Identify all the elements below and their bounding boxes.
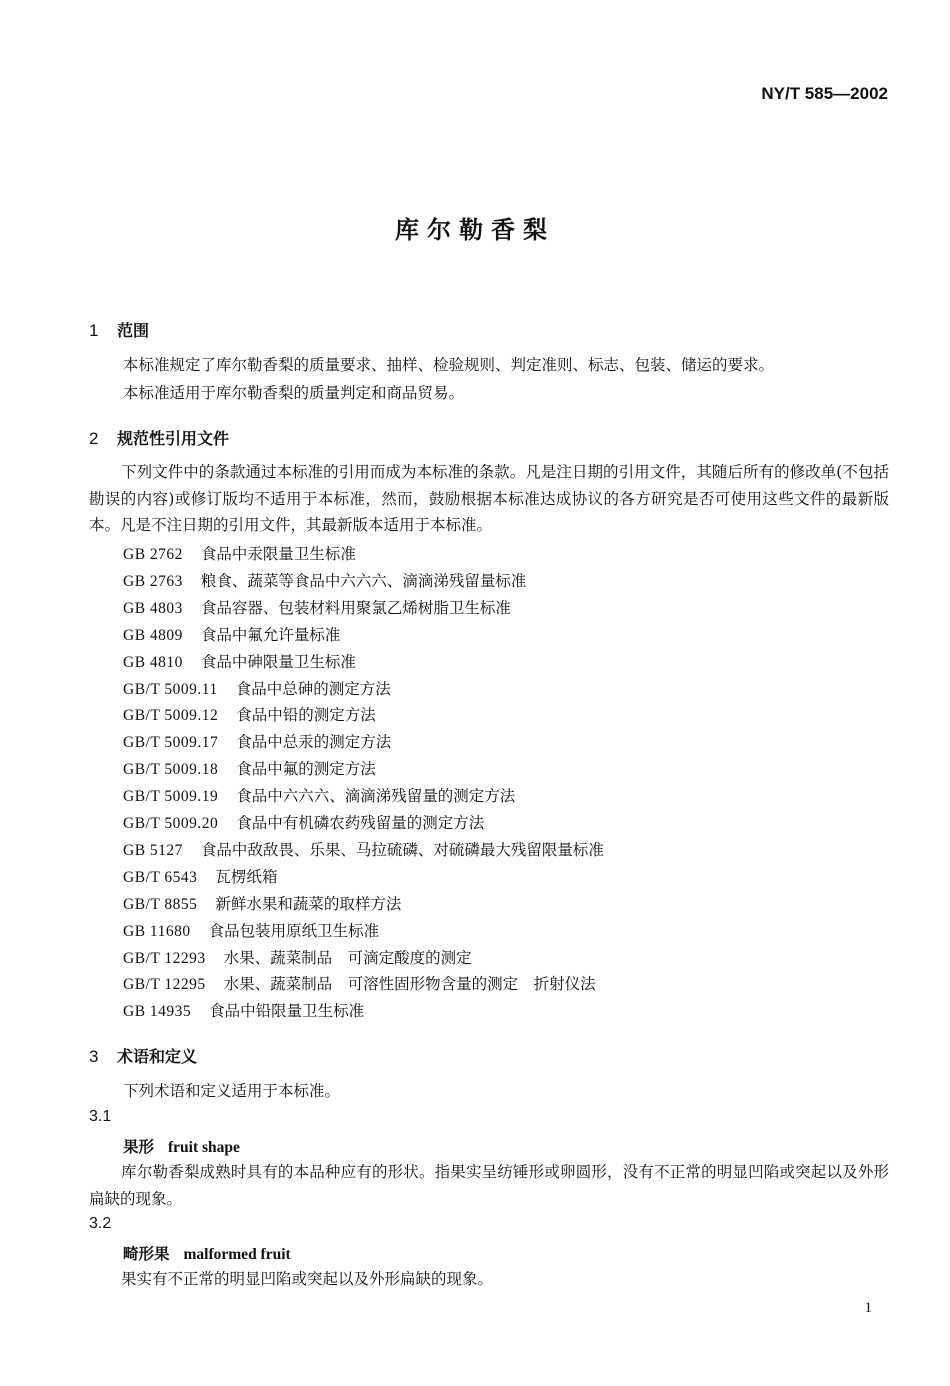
reference-code: GB 5127 xyxy=(123,841,183,859)
section-3-heading xyxy=(89,1044,197,1067)
reference-item xyxy=(123,865,277,887)
reference-title: 食品包装用原纸卫生标准 xyxy=(208,921,380,940)
reference-item xyxy=(123,946,472,968)
reference-title: 瓦楞纸箱 xyxy=(215,867,278,886)
section-2-intro-text: 下列文件中的条款通过本标准的引用而成为本标准的条款。凡是注日期的引用文件，其随后所有的修改单(不包括勘误的内容)或修订版均不适用于本标准，然而，鼓励根据本标准达成协议的各方研究是否可使用这些文件的最新版本。凡是不注日期的引用文件，其最新版本适用于本标准。 xyxy=(89,463,889,534)
reference-code: GB 2763 xyxy=(123,572,183,590)
reference-item xyxy=(123,892,401,914)
section-title: 术语和定义 xyxy=(117,1047,198,1066)
section-1-paragraph: 本标准规定了库尔勒香梨的质量要求、抽样、检验规则、判定准则、标志、包装、储运的要求。 xyxy=(123,356,775,374)
term-chinese: 果形 xyxy=(123,1138,155,1156)
term-definition xyxy=(89,1266,889,1293)
reference-title: 食品中氟的测定方法 xyxy=(236,760,376,779)
reference-code: GB/T 5009.20 xyxy=(123,815,219,832)
reference-item xyxy=(123,623,340,645)
reference-title: 水果、蔬菜制品 可溶性固形物含量的测定 折射仪法 xyxy=(223,975,596,994)
reference-title: 食品中铅的测定方法 xyxy=(236,706,376,725)
standard-code: NY/T 585—2002 xyxy=(761,84,888,103)
reference-title: 食品中有机磷农药残留量的测定方法 xyxy=(236,814,485,832)
reference-item xyxy=(123,784,515,806)
term-english: fruit shape xyxy=(168,1139,240,1156)
section-2-intro xyxy=(89,459,889,539)
clause-number: 3.1 xyxy=(89,1108,112,1125)
reference-code: GB 4809 xyxy=(123,626,183,644)
section-1-heading xyxy=(89,318,149,341)
section-number: 3 xyxy=(89,1047,99,1066)
reference-item xyxy=(123,596,511,618)
term-heading xyxy=(123,1242,291,1264)
reference-code: GB/T 12295 xyxy=(123,976,206,994)
reference-title: 食品中氟允许量标准 xyxy=(200,625,341,644)
term-definition-text: 果实有不正常的明显凹陷或突起以及外形扁缺的现象。 xyxy=(121,1270,494,1288)
reference-title: 粮食、蔬菜等食品中六六六、滴滴涕残留量标准 xyxy=(200,571,527,590)
reference-code: GB 4810 xyxy=(123,653,183,671)
reference-item xyxy=(123,650,356,672)
reference-code: GB/T 12293 xyxy=(123,949,206,967)
section-title: 规范性引用文件 xyxy=(117,429,230,448)
reference-code: GB/T 5009.12 xyxy=(123,707,219,725)
reference-code: GB 4803 xyxy=(123,599,183,617)
reference-item xyxy=(123,972,596,994)
reference-code: GB/T 5009.11 xyxy=(123,680,218,698)
reference-title: 新鲜水果和蔬菜的取样方法 xyxy=(215,894,402,913)
reference-item xyxy=(123,677,391,699)
reference-title: 水果、蔬菜制品 可滴定酸度的测定 xyxy=(223,948,472,967)
reference-item xyxy=(123,838,604,860)
page-number: 1 xyxy=(864,1300,872,1316)
reference-code: GB 2762 xyxy=(123,546,183,563)
reference-code: GB/T 6543 xyxy=(123,868,198,886)
reference-title: 食品中砷限量卫生标准 xyxy=(200,652,356,671)
reference-item xyxy=(123,730,391,752)
reference-code: GB 11680 xyxy=(123,922,191,940)
reference-item xyxy=(123,542,356,564)
section-title: 范围 xyxy=(117,321,150,340)
reference-code: GB/T 5009.19 xyxy=(123,788,219,806)
term-english: malformed fruit xyxy=(183,1246,291,1263)
reference-title: 食品中总砷的测定方法 xyxy=(235,679,391,698)
document-title: 库尔勒香梨 xyxy=(395,216,555,244)
reference-item xyxy=(123,703,376,725)
reference-item xyxy=(123,999,364,1021)
reference-item xyxy=(123,811,484,833)
section-1-paragraph: 本标准适用于库尔勒香梨的质量判定和商品贸易。 xyxy=(123,384,465,402)
reference-title: 食品中汞限量卫生标准 xyxy=(200,545,356,563)
section-3-intro: 下列术语和定义适用于本标准。 xyxy=(123,1082,341,1100)
reference-item xyxy=(123,919,379,941)
term-heading xyxy=(123,1135,240,1157)
term-chinese: 畸形果 xyxy=(123,1245,170,1263)
reference-title: 食品中铅限量卫生标准 xyxy=(209,1002,365,1021)
reference-item xyxy=(123,757,376,779)
reference-title: 食品容器、包装材料用聚氯乙烯树脂卫生标准 xyxy=(200,598,511,617)
term-definition xyxy=(89,1159,889,1212)
reference-code: GB/T 5009.17 xyxy=(123,734,219,752)
reference-item xyxy=(123,569,526,591)
reference-title: 食品中六六六、滴滴涕残留量的测定方法 xyxy=(236,787,516,806)
term-definition-text: 库尔勒香梨成熟时具有的本品种应有的形状。指果实呈纺锤形或卵圆形，没有不正常的明显凹陷或突起以及外形扁缺的现象。 xyxy=(89,1163,889,1208)
reference-title: 食品中总汞的测定方法 xyxy=(236,733,392,752)
clause-number: 3.2 xyxy=(89,1215,112,1232)
reference-title: 食品中敌敌畏、乐果、马拉硫磷、对硫磷最大残留限量标准 xyxy=(200,840,604,859)
section-number: 1 xyxy=(89,321,99,340)
reference-code: GB/T 5009.18 xyxy=(123,761,219,779)
section-number: 2 xyxy=(89,429,99,448)
reference-code: GB/T 8855 xyxy=(123,895,198,913)
section-2-heading xyxy=(89,426,229,449)
reference-code: GB 14935 xyxy=(123,1003,192,1021)
